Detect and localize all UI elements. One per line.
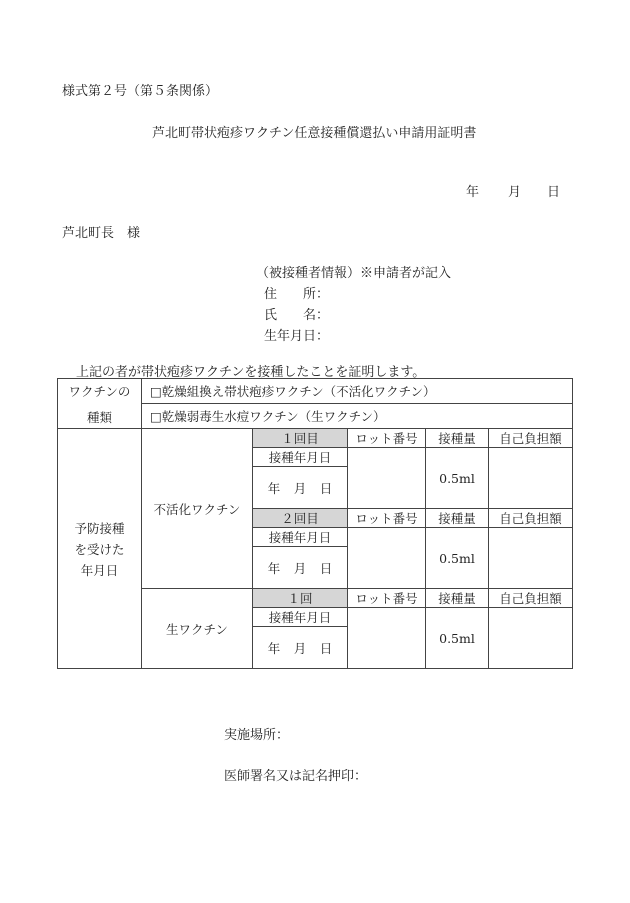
page-title: 芦北町帯状疱疹ワクチン任意接種償還払い申請用証明書: [152, 126, 477, 141]
ymd-year: 年: [267, 480, 281, 496]
amount-header: 接種量: [426, 429, 489, 448]
name-label: 氏 名：: [264, 308, 330, 323]
dose1-header: １回目: [253, 429, 348, 448]
amount-value: 0.5ml: [426, 528, 489, 589]
lot-number-field[interactable]: [348, 528, 426, 589]
dose-once-header: １回: [253, 589, 348, 608]
vaccination-date-header: 接種年月日: [253, 608, 348, 627]
date-year: 年: [466, 185, 480, 200]
ymd-year: 年: [267, 560, 281, 576]
date-label-line1: 予防接種: [74, 520, 125, 536]
addressee: 芦北町長 様: [62, 226, 141, 241]
vaccination-date-header: 接種年月日: [253, 528, 348, 547]
option-inactivated-checkbox[interactable]: □乾燥組換え帯状疱疹ワクチン（不活化ワクチン）: [142, 379, 573, 404]
ymd-year: 年: [267, 640, 281, 656]
lot-header: ロット番号: [348, 429, 426, 448]
lot-number-field[interactable]: [348, 448, 426, 509]
place-label: 実施場所：: [224, 728, 290, 743]
amount-header: 接種量: [426, 509, 489, 528]
vaccination-date-field[interactable]: [253, 467, 348, 509]
ymd-day: 日: [319, 560, 333, 576]
vaccination-table: [57, 378, 573, 669]
copay-field[interactable]: [489, 608, 573, 669]
person-info-heading: （被接種者情報）※申請者が記入: [256, 266, 452, 281]
amount-value: 0.5ml: [426, 608, 489, 669]
dose2-header: ２回目: [253, 509, 348, 528]
ymd-day: 日: [319, 480, 333, 496]
date-month: 月: [508, 185, 522, 200]
vaccine-type-label: [58, 379, 142, 429]
copay-field[interactable]: [489, 528, 573, 589]
certify-text: 上記の者が帯状疱疹ワクチンを接種したことを証明します。: [76, 365, 426, 380]
lot-header: ロット番号: [348, 509, 426, 528]
copay-header: 自己負担額: [489, 429, 573, 448]
ymd-month: 月: [293, 480, 307, 496]
inactivated-vaccine-label: 不活化ワクチン: [142, 429, 253, 589]
ymd-month: 月: [293, 560, 307, 576]
copay-field[interactable]: [489, 448, 573, 509]
form-number: 様式第２号（第５条関係）: [62, 84, 219, 99]
doctor-signature-label: 医師署名又は記名押印：: [224, 769, 368, 784]
vaccine-type-label-line1: ワクチンの: [68, 383, 131, 399]
address-label: 住 所：: [264, 287, 330, 302]
ymd-month: 月: [293, 640, 307, 656]
vaccination-date-field[interactable]: [253, 547, 348, 589]
copay-header: 自己負担額: [489, 589, 573, 608]
dob-label: 生年月日：: [264, 329, 330, 344]
date-label-line2: を受けた: [74, 541, 125, 557]
vaccination-date-label: [58, 429, 142, 669]
copay-header: 自己負担額: [489, 509, 573, 528]
amount-value: 0.5ml: [426, 448, 489, 509]
live-vaccine-label: 生ワクチン: [142, 589, 253, 669]
amount-header: 接種量: [426, 589, 489, 608]
vaccination-date-header: 接種年月日: [253, 448, 348, 467]
vaccine-type-label-line2: 種類: [86, 409, 112, 425]
vaccination-date-field[interactable]: [253, 627, 348, 669]
lot-header: ロット番号: [348, 589, 426, 608]
date-day: 日: [547, 185, 561, 200]
lot-number-field[interactable]: [348, 608, 426, 669]
option-live-checkbox[interactable]: □乾燥弱毒生水痘ワクチン（生ワクチン）: [142, 404, 573, 429]
ymd-day: 日: [319, 640, 333, 656]
date-label-line3: 年月日: [80, 562, 119, 578]
